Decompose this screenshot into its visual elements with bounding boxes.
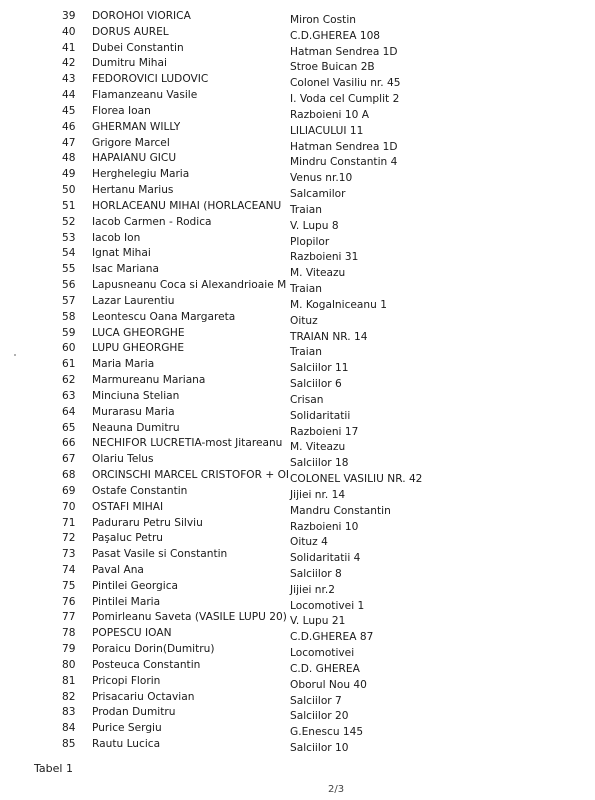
row-address: Solidaritatii 4 [290,552,361,565]
row-address: Traian [290,203,322,216]
row-address: Salciilor 6 [290,378,342,391]
row-name: FEDOROVICI LUDOVIC [92,73,209,86]
row-name: Olariu Telus [92,453,154,466]
row-address: Mandru Constantin [290,504,391,517]
table-row [62,72,582,88]
row-address: Oituz 4 [290,536,328,549]
row-name: Poraicu Dorin(Dumitru) [92,643,215,656]
table-row [62,595,582,611]
row-address: Mindru Constantin 4 [290,156,398,169]
row-address: G.Enescu 145 [290,726,364,739]
table-row [62,674,582,690]
row-name: DOROHOI VIORICA [92,10,191,22]
page-number: 2/3 [328,784,345,795]
row-name: Paval Ana [92,563,144,576]
table-row [62,389,582,405]
row-number: 49 [62,168,76,181]
row-address: Razboieni 10 [290,520,359,533]
table-row [62,626,582,642]
table-row [62,705,582,721]
table-row [62,25,582,41]
row-address: Razboieni 10 A [290,108,369,121]
row-name: Dubei Constantin [92,41,184,54]
row-address: Hatman Sendrea 1D [290,45,398,58]
row-address: Salciilor 10 [290,742,349,755]
row-number: 44 [62,89,76,102]
row-address: C.D.GHEREA 108 [290,29,381,42]
row-name: LUCA GHEORGHE [92,326,185,339]
row-name: Iacob Ion [92,231,141,244]
row-address: Miron Costin [290,14,356,26]
row-address: Salciilor 8 [290,567,342,580]
row-number: 71 [62,516,76,529]
table-row [62,405,582,421]
row-number: 67 [62,453,76,466]
table-row [62,294,582,310]
row-address: Salciilor 18 [290,457,349,470]
row-number: 56 [62,279,76,292]
row-name: Minciuna Stelian [92,389,180,402]
row-name: Leontescu Oana Margareta [92,310,236,323]
row-number: 69 [62,484,76,497]
row-number: 47 [62,136,76,149]
row-number: 75 [62,579,76,592]
table-row [62,341,582,357]
row-name: HAPAIANU GICU [92,152,177,165]
row-name: Herghelegiu Maria [92,168,190,181]
row-number: 76 [62,595,76,608]
row-name: Florea Ioan [92,104,151,117]
table-row [62,199,582,215]
row-name: Pomirleanu Saveta (VASILE LUPU 20) [92,611,287,624]
row-name: Neauna Dumitru [92,421,180,434]
row-number: 73 [62,548,76,561]
row-address: Salciilor 11 [290,362,349,375]
row-address: V. Lupu 21 [290,615,346,628]
table-row [62,737,582,753]
row-name: Iacob Carmen - Rodica [92,215,212,228]
table-row [62,658,582,674]
table-row [62,56,582,72]
row-name: Pasat Vasile si Constantin [92,548,228,561]
row-address: COLONEL VASILIU NR. 42 [290,473,423,486]
row-number: 50 [62,184,76,197]
row-number: 61 [62,358,76,371]
row-name: Ostafe Constantin [92,484,188,497]
row-number: 51 [62,199,76,212]
row-name: Paşaluc Petru [92,532,164,545]
row-number: 74 [62,563,76,576]
row-number: 62 [62,374,76,387]
row-address: M. Viteazu [290,267,346,280]
table-row [62,41,582,57]
row-number: 64 [62,405,76,418]
row-number: 55 [62,263,76,276]
table-rows [62,9,582,753]
row-number: 45 [62,104,76,117]
row-address: Solidaritatii [290,409,351,422]
row-name: OSTAFI MIHAI [92,500,164,513]
row-number: 42 [62,57,76,70]
row-number: 65 [62,421,76,434]
row-number: 57 [62,294,76,307]
table-caption: Tabel 1 [34,762,73,775]
row-number: 72 [62,532,76,545]
row-number: 46 [62,120,76,133]
row-number: 79 [62,643,76,656]
row-address: Jijiei nr. 14 [290,488,346,501]
row-name: DORUS AUREL [92,25,169,38]
row-number: 85 [62,738,76,751]
table-row [62,579,582,595]
row-address: V. Lupu 8 [290,219,339,232]
table-row [62,246,582,262]
row-address: M. Viteazu [290,441,346,454]
row-number: 40 [62,25,76,38]
table-row [62,136,582,152]
scan-speck [14,354,16,356]
row-name: Pricopi Florin [92,674,161,687]
row-name: Flamanzeanu Vasile [92,89,198,102]
table-row [62,452,582,468]
row-number: 48 [62,152,76,165]
row-name: Murarasu Maria [92,405,175,418]
row-address: Razboieni 31 [290,251,359,264]
table-row [62,690,582,706]
row-name: Prisacariu Octavian [92,690,195,703]
row-name: Dumitru Mihai [92,57,167,70]
table-row [62,88,582,104]
row-address: C.D. GHEREA [290,662,360,675]
table-row [62,484,582,500]
row-address: Venus nr.10 [290,172,353,185]
table-row [62,436,582,452]
row-name: ORCINSCHI MARCEL CRISTOFOR + OI [92,469,290,482]
row-number: 66 [62,437,76,450]
row-address: Locomotivei [290,647,355,660]
row-number: 58 [62,310,76,323]
row-number: 70 [62,500,76,513]
row-number: 81 [62,674,76,687]
row-name: GHERMAN WILLY [92,120,181,133]
table-row [62,516,582,532]
table-row [62,326,582,342]
row-name: Grigore Marcel [92,136,170,149]
row-name: Lapusneanu Coca si Alexandrioaie M [92,279,287,292]
row-number: 52 [62,215,76,228]
table-row [62,357,582,373]
table-row [62,167,582,183]
row-number: 77 [62,611,76,624]
row-number: 54 [62,247,76,260]
row-address: Salcamilor [290,188,346,201]
row-address: M. Kogalniceanu 1 [290,298,387,311]
table-row [62,215,582,231]
row-address: Crisan [290,393,324,406]
table-row [62,563,582,579]
row-name: Ignat Mihai [92,247,151,260]
row-number: 80 [62,658,76,671]
row-name: Pintilei Maria [92,595,161,608]
row-number: 59 [62,326,76,339]
row-address: Salciilor 7 [290,694,342,707]
row-address: Oituz [290,314,318,327]
table-row [62,183,582,199]
table-row [62,120,582,136]
row-address: Oborul Nou 40 [290,678,367,691]
row-address: Colonel Vasiliu nr. 45 [290,77,401,90]
row-number: 82 [62,690,76,703]
row-name: Paduraru Petru Silviu [92,516,203,529]
row-number: 84 [62,722,76,735]
row-name: Prodan Dumitru [92,706,176,719]
table-row [62,721,582,737]
row-number: 63 [62,389,76,402]
table-row [62,373,582,389]
table-row [62,262,582,278]
row-name: NECHIFOR LUCRETIA-most Jitareanu [92,437,283,450]
row-name: Posteuca Constantin [92,658,201,671]
row-address: TRAIAN NR. 14 [290,330,368,343]
row-number: 53 [62,231,76,244]
row-number: 78 [62,627,76,640]
row-address: Locomotivei 1 [290,599,365,612]
row-address: Traian [290,283,322,296]
row-name: Isac Mariana [92,263,159,276]
row-name: Purice Sergiu [92,722,162,735]
row-name: LUPU GHEORGHE [92,342,185,355]
table-row [62,151,582,167]
table-row [62,421,582,437]
row-name: Marmureanu Mariana [92,374,206,387]
row-address: Razboieni 17 [290,425,359,438]
row-address: C.D.GHEREA 87 [290,631,374,644]
row-address: Hatman Sendrea 1D [290,140,398,153]
row-number: 41 [62,41,76,54]
row-address: Plopilor [290,235,330,248]
row-address: LILIACULUI 11 [290,124,364,137]
row-name: Lazar Laurentiu [92,294,175,307]
row-number: 39 [62,10,76,22]
row-address: Salciilor 20 [290,710,349,723]
row-name: Hertanu Marius [92,184,174,197]
row-number: 68 [62,469,76,482]
row-address: Traian [290,346,322,359]
row-number: 60 [62,342,76,355]
row-name: HORLACEANU MIHAI (HORLACEANU [92,199,282,212]
table-row [62,9,582,25]
table-row [62,468,582,484]
row-name: Pintilei Georgica [92,579,179,592]
row-number: 43 [62,73,76,86]
table-row [62,310,582,326]
table-row [62,104,582,120]
row-name: Maria Maria [92,358,155,371]
row-address: Jijiei nr.2 [290,583,335,596]
table-row [62,231,582,247]
table-row [62,642,582,658]
row-number: 83 [62,706,76,719]
row-address: I. Voda cel Cumplit 2 [290,93,400,106]
table-row [62,278,582,294]
table-row [62,531,582,547]
table-row [62,500,582,516]
table-row [62,610,582,626]
table-row [62,547,582,563]
row-name: POPESCU IOAN [92,627,172,640]
row-name: Rautu Lucica [92,738,161,751]
row-address: Stroe Buican 2B [290,61,375,74]
